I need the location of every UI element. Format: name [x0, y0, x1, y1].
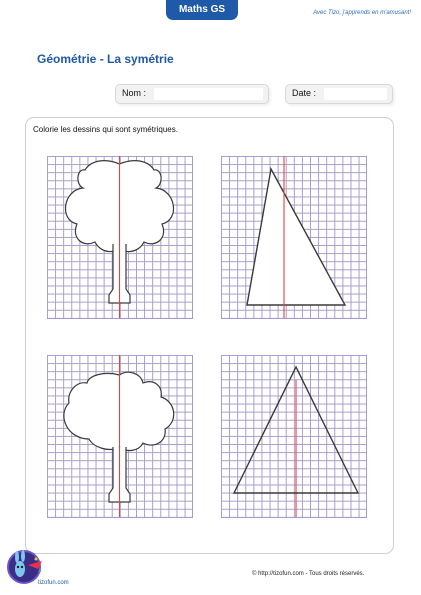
instruction-text: Colorie les dessins qui sont symétriques. [33, 125, 178, 134]
triangle-asymmetric-drawing [221, 156, 366, 318]
footer-logo-text: tizofun.com [38, 580, 69, 586]
tree-asymmetric-drawing [47, 355, 192, 517]
date-label: Date : [292, 88, 317, 98]
subject-badge [166, 0, 238, 20]
figure-tree-symmetric[interactable] [47, 156, 193, 319]
page-title: Géométrie - La symétrie [37, 52, 174, 66]
name-input[interactable] [154, 88, 263, 100]
copyright-text: © http://tizofun.com - Tous droits réservés. [252, 571, 365, 577]
figure-triangle-symmetric[interactable] [221, 355, 367, 518]
figure-triangle-asymmetric[interactable] [221, 156, 367, 319]
name-label: Nom : [122, 88, 147, 98]
date-input[interactable] [324, 88, 387, 100]
date-field[interactable] [285, 84, 393, 104]
tagline: Avec Tizo, j'apprends en m'amusant! [313, 10, 411, 16]
figure-tree-asymmetric[interactable] [47, 355, 193, 518]
name-field[interactable] [115, 84, 269, 104]
triangle-symmetric-drawing [221, 355, 366, 517]
tree-symmetric-drawing [47, 156, 192, 318]
subject-badge-label: Maths GS [178, 4, 226, 15]
